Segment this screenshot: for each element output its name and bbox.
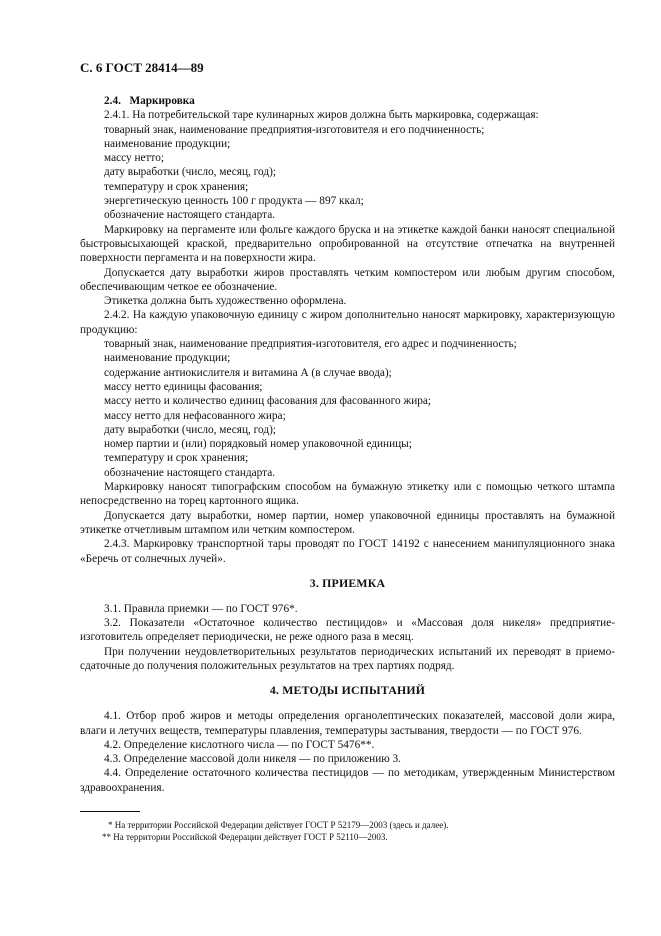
paragraph-date: Допускается дату выработки жиров проставлять четким компостером или любым другим способом, обеспечивающим четкое ее обозначение. <box>80 266 615 293</box>
clause-4-2: 4.2. Определение кислотного числа — по ГОСТ 5476**. <box>104 738 375 751</box>
footnote: * На территории Российской Федерации действует ГОСТ Р 52179—2003 (здесь и далее). <box>108 820 449 831</box>
list-item: массу нетто и количество единиц фасования для фасованного жира; <box>104 395 432 408</box>
paragraph-pergament: Маркировку на пергаменте или фольге каждого бруска и на этикетке каждой банки наносят специальной быстровысыхающей краской, предварительно опробированной на отсутствие отпечатка на внутренней поверхности пергамента и на поверхности жира. <box>80 223 615 265</box>
list-item: товарный знак, наименование предприятия-изготовителя и его подчиненность; <box>104 123 485 136</box>
list-item: обозначение настоящего стандарта. <box>104 466 276 479</box>
section-title: Маркировка <box>129 95 195 107</box>
clause-4-3: 4.3. Определение массовой доли никеля — по приложению 3. <box>104 753 401 766</box>
section-3-heading: 3. ПРИЕМКА <box>309 575 386 590</box>
clause-2-4-1: 2.4.1. На потребительской таре кулинарных жиров должна быть маркировка, содержащая: <box>104 109 539 122</box>
section-number: 2.4. <box>104 95 121 107</box>
footnote: ** На территории Российской Федерации действует ГОСТ Р 52110—2003. <box>102 832 388 843</box>
clause-3-1: 3.1. Правила приемки — по ГОСТ 976*. <box>104 602 298 615</box>
paragraph-typographic: Маркировку наносят типографским способом на бумажную этикетку или с помощью четкого штампа непосредственно на торец картонного ящика. <box>80 481 615 508</box>
clause-2-4-2: 2.4.2. На каждую упаковочную единицу с жиром дополнительно наносят маркировку, характеризующую продукцию: <box>80 309 615 336</box>
clause-3-2: 3.2. Показатели «Остаточное количество пестицидов» и «Массовая доля никеля» предприятие-изготовитель определяет периодически, не реже одного раза в месяц. <box>80 617 615 644</box>
list-item: номер партии и (или) порядковый номер упаковочной единицы; <box>104 438 412 451</box>
clause-4-4: 4.4. Определение остаточного количества пестицидов — по методикам, утвержденным Министерством здравоохранения. <box>80 767 615 794</box>
list-item: товарный знак, наименование предприятия-изготовителя, его адрес и подчиненность; <box>104 338 517 351</box>
clause-4-1: 4.1. Отбор проб жиров и методы определения органолептических показателей, массовой доли жира, влаги и летучих веществ, температуры плавления, температуры застывания, твердости — по ГОСТ 976. <box>80 710 615 737</box>
list-item: массу нетто для нефасованного жира; <box>104 409 286 422</box>
list-item: дату выработки (число, месяц, год); <box>104 166 276 179</box>
document-page <box>80 60 615 843</box>
paragraph-batch: Допускается дату выработки, номер партии, номер упаковочной единицы проставлять на бумажной этикетке отчетливым штампом или четким компостером. <box>80 509 615 536</box>
list-item: наименование продукции; <box>104 352 231 365</box>
paragraph-label: Этикетка должна быть художественно оформлена. <box>104 295 347 308</box>
paragraph-unsatisfactory: При получении неудовлетворительных результатов периодических испытаний их переводят в приемо-сдаточные до получения положительных результатов на трех партиях подряд. <box>80 645 615 672</box>
section-4-heading: 4. МЕТОДЫ ИСПЫТАНИЙ <box>269 683 426 698</box>
list-item: обозначение настоящего стандарта. <box>104 209 276 222</box>
running-header: С. 6 ГОСТ 28414—89 <box>80 60 204 75</box>
footnote-divider <box>80 811 140 812</box>
clause-2-4-3: 2.4.3. Маркировку транспортной тары проводят по ГОСТ 14192 с нанесением манипуляционного знака «Беречь от солнечных лучей». <box>80 538 615 565</box>
list-item: дату выработки (число, месяц, год); <box>104 423 276 436</box>
list-item: массу нетто; <box>104 152 165 165</box>
list-item: энергетическую ценность 100 г продукта — 897 ккал; <box>104 195 364 208</box>
list-item: содержание антиокислителя и витамина А (в случае ввода); <box>104 366 392 379</box>
list-item: массу нетто единицы фасования; <box>104 380 263 393</box>
list-item: температуру и срок хранения; <box>104 180 249 193</box>
list-item: температуру и срок хранения; <box>104 452 249 465</box>
list-item: наименование продукции; <box>104 137 231 150</box>
section-2-4-heading <box>80 94 615 108</box>
